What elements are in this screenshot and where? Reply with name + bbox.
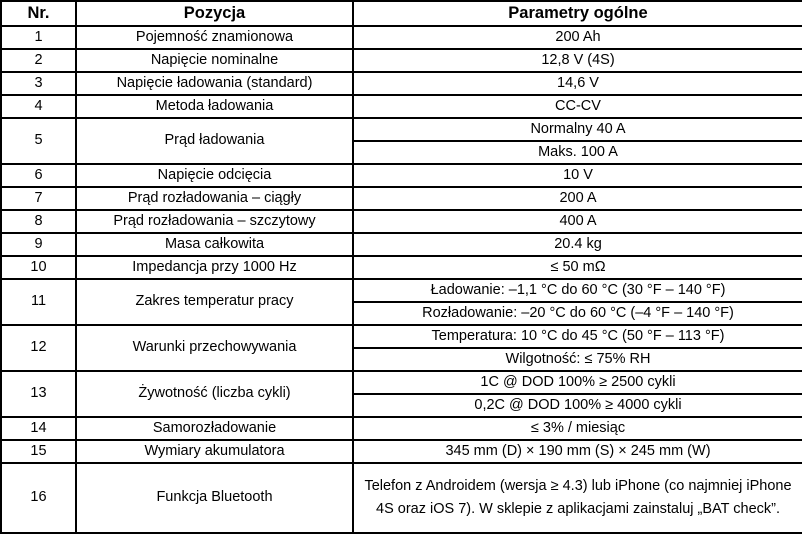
pozycja-cell: Prąd rozładowania – szczytowy [76, 210, 353, 233]
value-cell: 200 A [353, 187, 802, 210]
table-row [1, 417, 802, 440]
header-row [1, 1, 802, 26]
value-cell: Normalny 40 A [353, 118, 802, 141]
nr-cell: 2 [1, 49, 76, 72]
value-cell: 200 Ah [353, 26, 802, 49]
pozycja-cell: Masa całkowita [76, 233, 353, 256]
pozycja-cell: Samorozładowanie [76, 417, 353, 440]
nr-cell: 14 [1, 417, 76, 440]
pozycja-cell: Prąd rozładowania – ciągły [76, 187, 353, 210]
value-cell: Maks. 100 A [353, 141, 802, 164]
nr-cell: 13 [1, 371, 76, 417]
value-cell: 12,8 V (4S) [353, 49, 802, 72]
nr-cell: 7 [1, 187, 76, 210]
table-row [1, 440, 802, 463]
table-row [1, 95, 802, 118]
spec-table-header [1, 1, 802, 26]
table-row [1, 49, 802, 72]
spec-table-body [1, 26, 802, 533]
nr-cell: 16 [1, 463, 76, 533]
pozycja-cell: Metoda ładowania [76, 95, 353, 118]
nr-cell: 9 [1, 233, 76, 256]
header-pozycja: Pozycja [76, 1, 353, 26]
nr-cell: 4 [1, 95, 76, 118]
value-cell: CC-CV [353, 95, 802, 118]
pozycja-cell: Napięcie nominalne [76, 49, 353, 72]
table-row [1, 371, 802, 394]
table-row [1, 279, 802, 302]
table-row [1, 233, 802, 256]
value-cell: Temperatura: 10 °C do 45 °C (50 °F – 113 °F) [353, 325, 802, 348]
value-cell: ≤ 3% / miesiąc [353, 417, 802, 440]
value-cell: 10 V [353, 164, 802, 187]
value-cell: 400 A [353, 210, 802, 233]
header-param: Parametry ogólne [353, 1, 802, 26]
table-row [1, 187, 802, 210]
pozycja-cell: Pojemność znamionowa [76, 26, 353, 49]
value-cell: 0,2C @ DOD 100% ≥ 4000 cykli [353, 394, 802, 417]
pozycja-cell: Wymiary akumulatora [76, 440, 353, 463]
pozycja-cell: Zakres temperatur pracy [76, 279, 353, 325]
pozycja-cell: Napięcie ładowania (standard) [76, 72, 353, 95]
nr-cell: 12 [1, 325, 76, 371]
value-cell: Rozładowanie: –20 °C do 60 °C (–4 °F – 140 °F) [353, 302, 802, 325]
header-nr: Nr. [1, 1, 76, 26]
nr-cell: 8 [1, 210, 76, 233]
table-row [1, 118, 802, 141]
value-cell: 14,6 V [353, 72, 802, 95]
pozycja-cell: Impedancja przy 1000 Hz [76, 256, 353, 279]
value-cell: ≤ 50 mΩ [353, 256, 802, 279]
value-cell: Telefon z Androidem (wersja ≥ 4.3) lub iPhone (co najmniej iPhone 4S oraz iOS 7). W sklepie z aplikacjami zainstaluj „BAT check”. [353, 463, 802, 533]
table-row [1, 72, 802, 95]
nr-cell: 11 [1, 279, 76, 325]
nr-cell: 6 [1, 164, 76, 187]
nr-cell: 1 [1, 26, 76, 49]
nr-cell: 10 [1, 256, 76, 279]
table-row [1, 256, 802, 279]
table-row [1, 210, 802, 233]
value-cell: 20.4 kg [353, 233, 802, 256]
value-cell: 1C @ DOD 100% ≥ 2500 cykli [353, 371, 802, 394]
nr-cell: 3 [1, 72, 76, 95]
table-row [1, 26, 802, 49]
table-row [1, 463, 802, 533]
table-row [1, 164, 802, 187]
value-cell: Wilgotność: ≤ 75% RH [353, 348, 802, 371]
pozycja-cell: Warunki przechowywania [76, 325, 353, 371]
value-cell: Ładowanie: –1,1 °C do 60 °C (30 °F – 140 °F) [353, 279, 802, 302]
pozycja-cell: Prąd ładowania [76, 118, 353, 164]
nr-cell: 5 [1, 118, 76, 164]
nr-cell: 15 [1, 440, 76, 463]
pozycja-cell: Funkcja Bluetooth [76, 463, 353, 533]
table-row [1, 325, 802, 348]
pozycja-cell: Napięcie odcięcia [76, 164, 353, 187]
value-cell: 345 mm (D) × 190 mm (S) × 245 mm (W) [353, 440, 802, 463]
pozycja-cell: Żywotność (liczba cykli) [76, 371, 353, 417]
